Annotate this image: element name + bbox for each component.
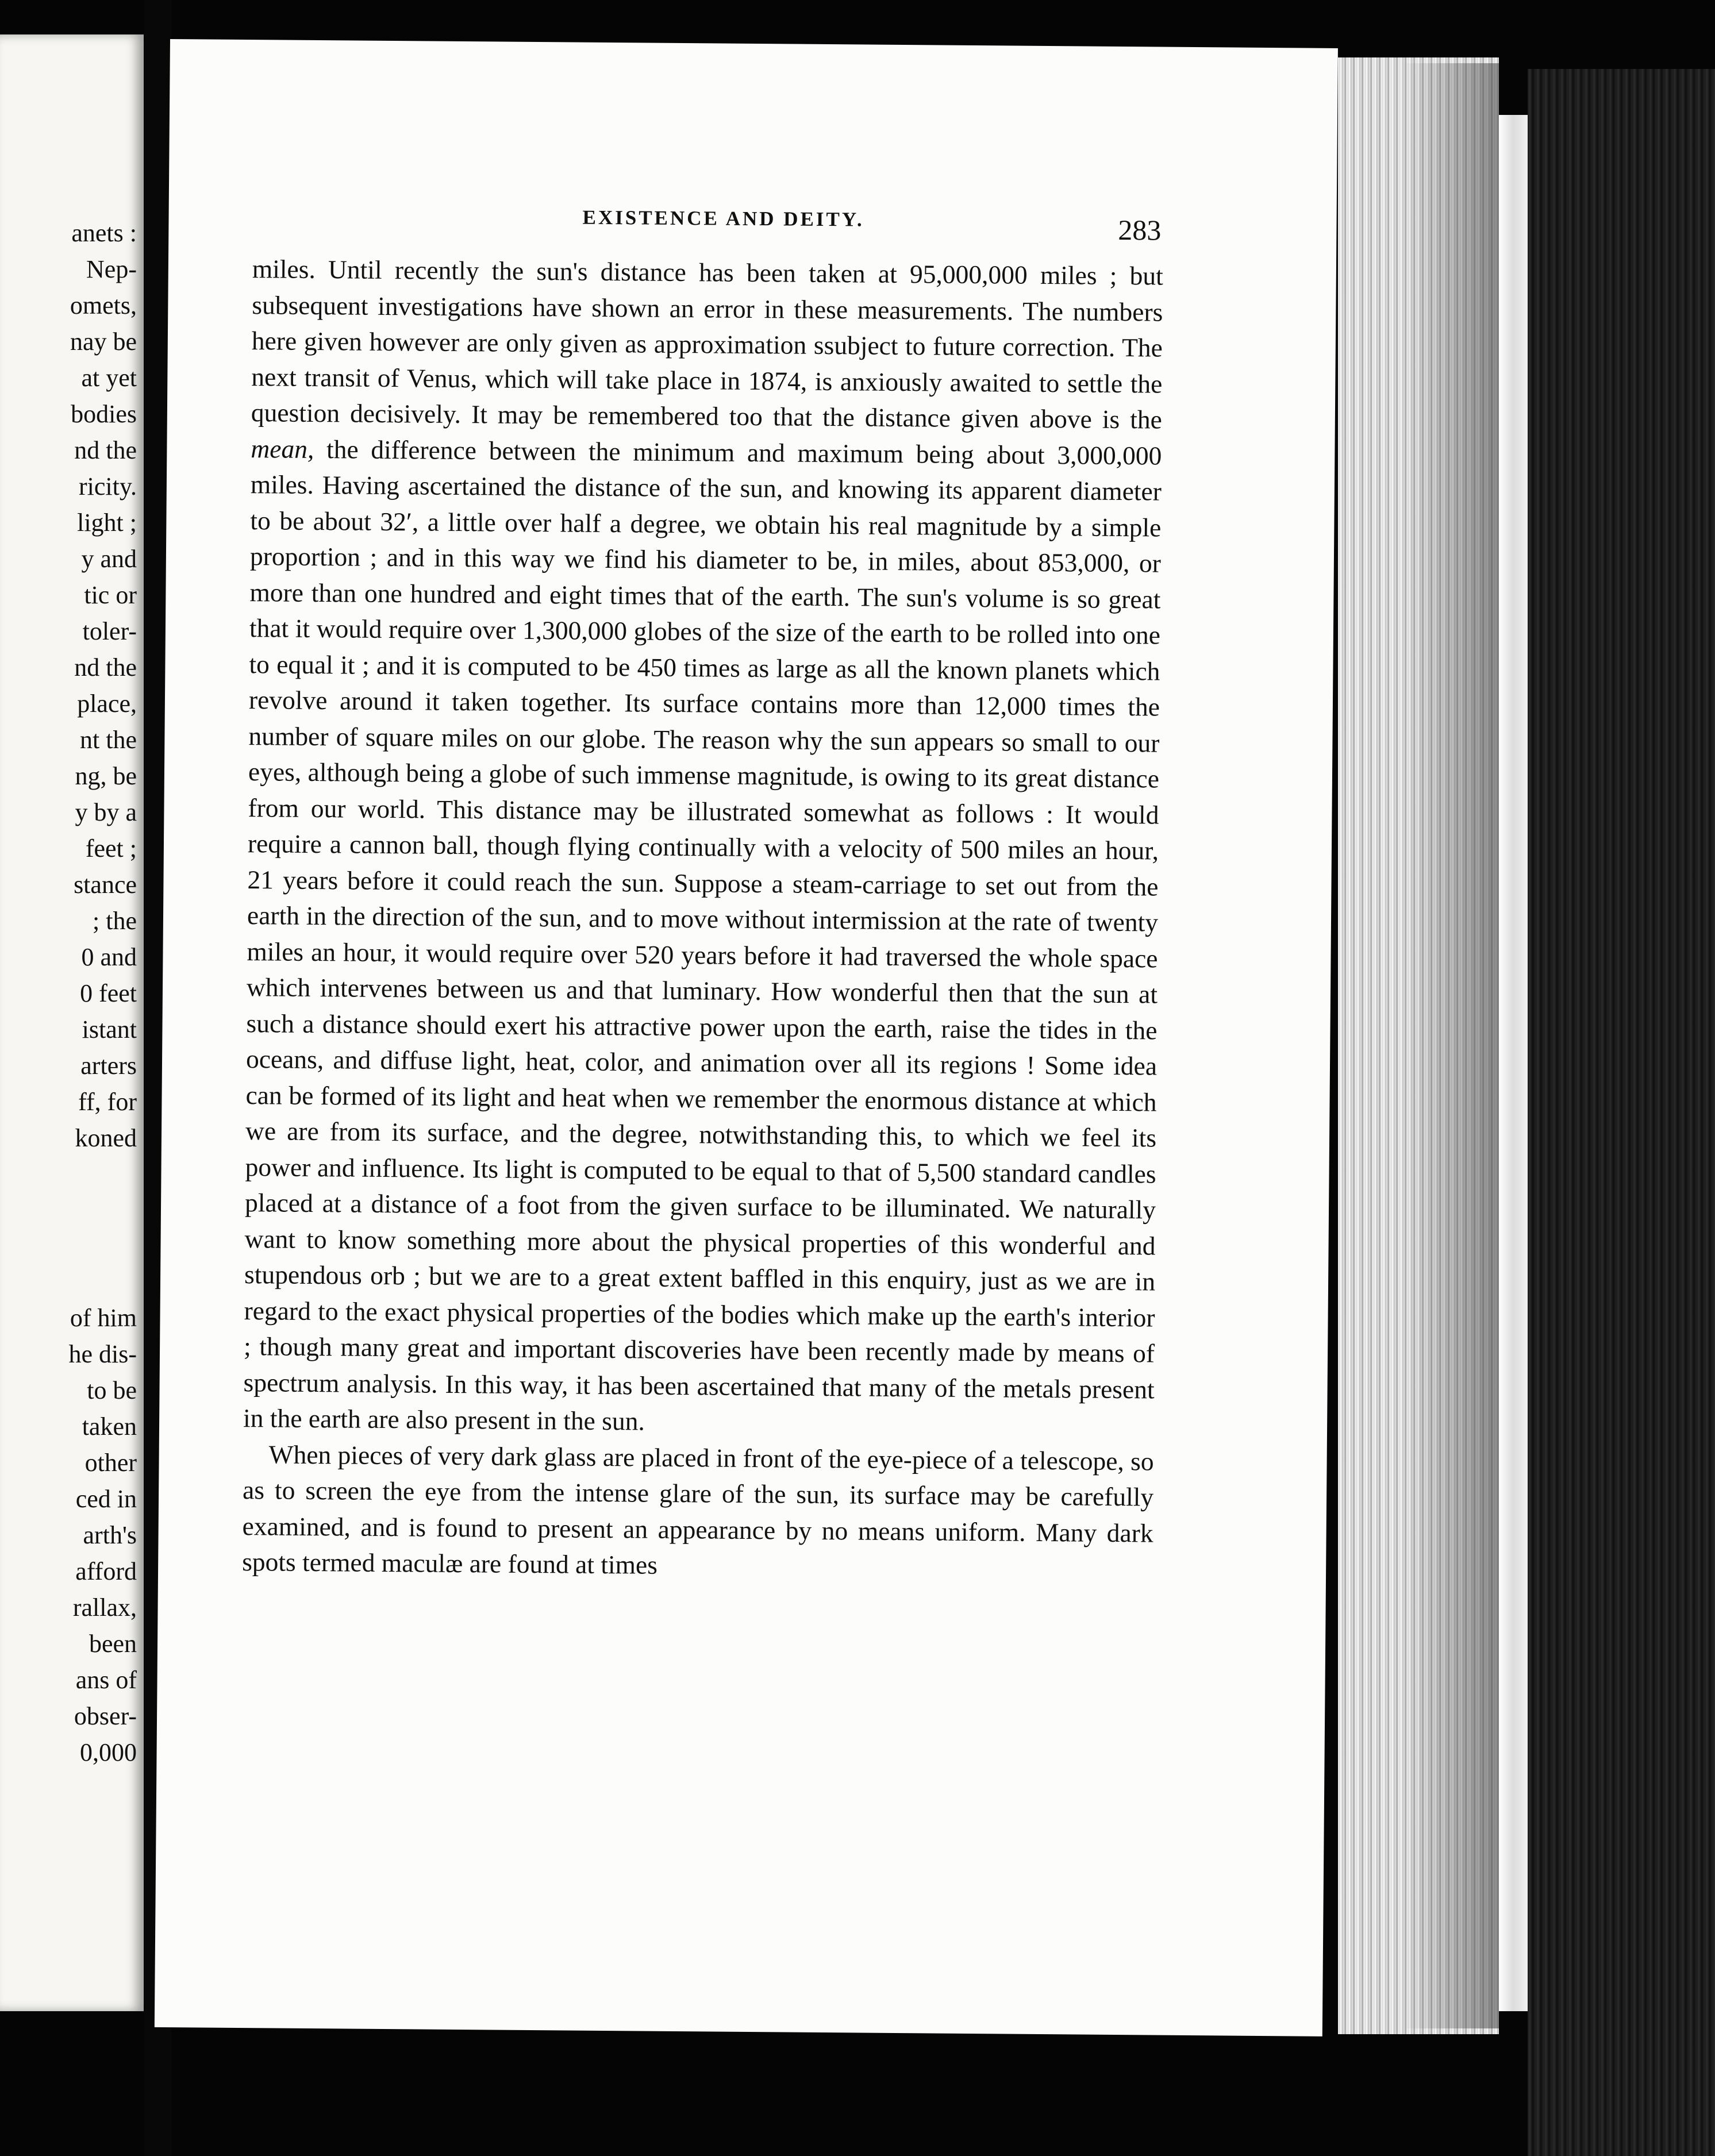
left-page-line: other (84, 1449, 137, 1477)
left-page-line: y by a (75, 798, 137, 826)
left-page-line: omets, (70, 291, 137, 319)
left-page-line: to be (87, 1376, 137, 1404)
page-number: 283 (1118, 213, 1162, 247)
left-page-line: ricity. (79, 472, 137, 500)
left-page-line: nay be (70, 328, 137, 356)
left-page-line: arters (80, 1052, 137, 1080)
left-page-line: ced in (75, 1485, 137, 1513)
left-page-line: ng, be (75, 762, 137, 790)
left-page-line: koned (75, 1124, 137, 1152)
left-page-line: place, (77, 690, 137, 718)
left-page-line: obser- (74, 1702, 137, 1730)
left-page-line: of him (70, 1304, 137, 1332)
left-page-line: ans of (75, 1666, 137, 1694)
paragraph-1-emphasis: mean, (251, 433, 314, 464)
left-page-line: tic or (84, 581, 137, 609)
body-text (242, 251, 1163, 1587)
left-page-line: nd the (74, 653, 137, 682)
left-facing-page (0, 34, 144, 2011)
left-page-line: nd the (74, 436, 137, 464)
paragraph-1-text-a: miles. Until recently the sun's distance has been taken at 95,000,000 miles ; but subsequent investigations have shown an error in these measurements. The numbers here given however are only given as approximation ssubject to future correction. The next transit of Venus, which will take place in 1874, is anxiously awaited to settle the question decisively. It may be remembered too that the distance given above is the (251, 254, 1164, 434)
left-page-line: istant (82, 1015, 137, 1044)
left-page-line: 0 feet (80, 979, 137, 1007)
left-page-line: anets : (71, 219, 137, 247)
left-page-line: arth's (83, 1521, 137, 1549)
left-page-line: y and (81, 545, 137, 573)
left-page-line: feet ; (85, 834, 137, 863)
left-page-line: ; the (93, 907, 137, 935)
left-page-line: light ; (77, 509, 137, 537)
cover-edge (1499, 115, 1528, 2011)
main-page (155, 39, 1338, 2036)
left-page-line: taken (82, 1412, 137, 1441)
fore-edge-shadow (1402, 63, 1499, 2028)
left-page-line: bodies (71, 400, 137, 428)
book-cover (1528, 69, 1715, 2156)
left-page-line: rallax, (72, 1593, 137, 1622)
left-page-line: been (89, 1630, 137, 1658)
left-page-line: Nep- (86, 255, 137, 283)
left-page-line: 0,000 (80, 1738, 137, 1766)
left-page-line: stance (74, 871, 137, 899)
running-head: EXISTENCE AND DEITY. (582, 206, 864, 231)
left-page-line: 0 and (81, 943, 137, 971)
paragraph-1-text-b: the difference between the minimum and maximum being about 3,000,000 miles. Having ascertained the distance of the sun, and knowing its apparent diameter to be about 32′, a little over half a degree, we obtain his real magnitude by a simple proportion ; and in this way we find his diameter to be, in miles, about 853,000, or more than one hundred and eight times that of the earth. The sun's volume is so great that it would require over 1,300,000 globes of the size of the earth to be rolled into one to equal it ; and it is computed to be 450 times as large as all the known planets which revolve around it taken together. Its surface contains more than 12,000 times the number of square miles on our globe. The reason why the sun appears so small to our eyes, although being a globe of such immense magnitude, is owing to its great distance from our world. This distance may be illustrated somewhat as follows : It would require a cannon ball, though flying continually with a velocity of 500 miles an hour, 21 years before it could reach the sun. Suppose a steam-carriage to set out from the earth in the direction of the sun, and to move without intermission at the rate of twenty miles an hour, it would require over 520 years before it had traversed the whole space which intervenes between us and that luminary. How wonderful then that the sun at such a distance should exert his attractive power upon the earth, raise the tides in the oceans, and diffuse light, heat, color, and animation over all its regions ! Some idea can be formed of its light and heat when we remember the enormous distance at which we are from its surface, and the degree, notwithstanding this, to which we feel its power and influence. Its light is computed to be equal to that of 5,500 standard candles placed at a distance of a foot from the given surface to be illuminated. We naturally want to know something more about the physical properties of this wonderful and stupendous orb ; but we are to a great extent baffled in this enquiry, just as we are in regard to the exact physical properties of the bodies which make up the earth's interior ; though many great and important discoveries have been recently made by means of spectrum analysis. In this way, it has been ascertained that many of the metals present in the earth are also present in the sun. (243, 434, 1162, 1436)
left-page-line: afford (75, 1557, 137, 1585)
left-page-line: at yet (81, 364, 137, 392)
paragraph-2: When pieces of very dark glass are placed in front of the eye-piece of a telescope, so as to screen the eye from the intense glare of the sun, its surface may be carefully examined, and is found to present an appearance by no means uniform. Many dark spots termed maculæ are found at times (241, 1439, 1154, 1580)
left-page-line: nt the (80, 726, 137, 754)
left-page-line: toler- (82, 617, 137, 645)
left-page-line: he dis- (68, 1340, 137, 1368)
left-page-line: ff, for (78, 1088, 137, 1116)
paragraph-1 (243, 251, 1163, 1443)
